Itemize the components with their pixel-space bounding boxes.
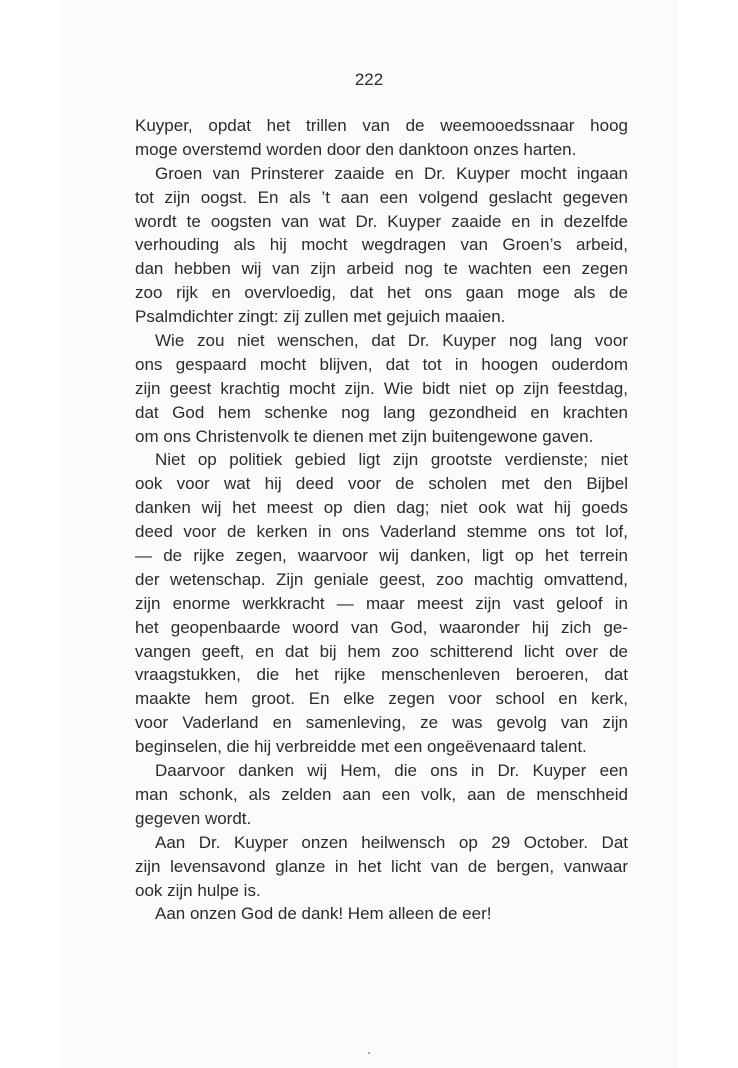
text-line: zoo rijk en overvloedig, dat het ons gaan moge als de bbox=[135, 283, 628, 303]
text-line: wordt te oogsten van wat Dr. Kuyper zaaide en in dezelfde bbox=[135, 211, 628, 231]
text-line: Psalmdichter zingt: zij zullen met gejuich maaien. bbox=[135, 307, 506, 327]
text-line: dat God hem schenke nog lang gezondheid en krachten bbox=[135, 402, 628, 422]
book-page bbox=[60, 0, 678, 1068]
paper-speck bbox=[368, 1052, 370, 1054]
text-line: vraagstukken, die het rijke menschenleven beroeren, dat bbox=[135, 665, 628, 685]
text-line: maakte hem groot. En elke zegen voor school en kerk, bbox=[135, 689, 628, 709]
text-line: tot zijn oogst. En als ’t aan een volgend geslacht gegeven bbox=[135, 187, 628, 207]
text-line: beginselen, die hij verbreidde met een ongeëvenaard talent. bbox=[135, 737, 587, 757]
text-line: Aan Dr. Kuyper onzen heilwensch op 29 October. Dat bbox=[155, 832, 628, 852]
text-line: der wetenschap. Zijn geniale geest, zoo machtig omvattend, bbox=[135, 569, 628, 589]
text-line: Daarvoor danken wij Hem, die ons in Dr. Kuyper een bbox=[155, 761, 628, 781]
text-line: ons gespaard mocht blijven, dat tot in hoogen ouderdom bbox=[135, 354, 628, 374]
text-line: Aan onzen God de dank! Hem alleen de eer! bbox=[155, 904, 492, 924]
text-line: zijn levensavond glanze in het licht van de bergen, vanwaar bbox=[135, 856, 628, 876]
text-line: ook zijn hulpe is. bbox=[135, 880, 261, 900]
text-line: verhouding als hij mocht wegdragen van Groen’s arbeid, bbox=[135, 235, 628, 255]
page-body-text bbox=[135, 114, 628, 926]
text-line: — de rijke zegen, waarvoor wij danken, ligt op het terrein bbox=[135, 546, 628, 566]
text-line: ook voor wat hij deed voor de scholen met den Bijbel bbox=[135, 474, 628, 494]
text-line: voor Vaderland en samenleving, ze was gevolg van zijn bbox=[135, 713, 628, 733]
text-line: vangen geeft, en dat bij hem zoo schitterend licht over de bbox=[135, 641, 628, 661]
text-line: Wie zou niet wenschen, dat Dr. Kuyper nog lang voor bbox=[155, 331, 628, 351]
text-line: Groen van Prinsterer zaaide en Dr. Kuyper mocht ingaan bbox=[155, 163, 628, 183]
text-line: zijn geest krachtig mocht zijn. Wie bidt niet op zijn feestdag, bbox=[135, 378, 628, 398]
text-line: dan hebben wij van zijn arbeid nog te wachten een zegen bbox=[135, 259, 628, 279]
text-line: zijn enorme werkkracht — maar meest zijn vast geloof in bbox=[135, 593, 628, 613]
text-line: het geopenbaarde woord van God, waaronder hij zich ge- bbox=[135, 617, 628, 637]
text-line: Niet op politiek gebied ligt zijn grootste verdienste; niet bbox=[155, 450, 628, 470]
text-line: Kuyper, opdat het trillen van de weemooedssnaar hoog bbox=[135, 116, 628, 135]
text-line: gegeven wordt. bbox=[135, 808, 252, 828]
text-line: man schonk, als zelden aan een volk, aan de menschheid bbox=[135, 784, 628, 804]
text-line: moge overstemd worden door den danktoon onzes harten. bbox=[135, 139, 577, 159]
text-line: om ons Christenvolk te dienen met zijn buitengewone gaven. bbox=[135, 426, 594, 446]
page-number: 222 bbox=[354, 70, 384, 89]
text-line: danken wij het meest op dien dag; niet ook wat hij goeds bbox=[135, 498, 628, 518]
text-line: deed voor de kerken in ons Vaderland stemme ons tot lof, bbox=[135, 522, 628, 542]
